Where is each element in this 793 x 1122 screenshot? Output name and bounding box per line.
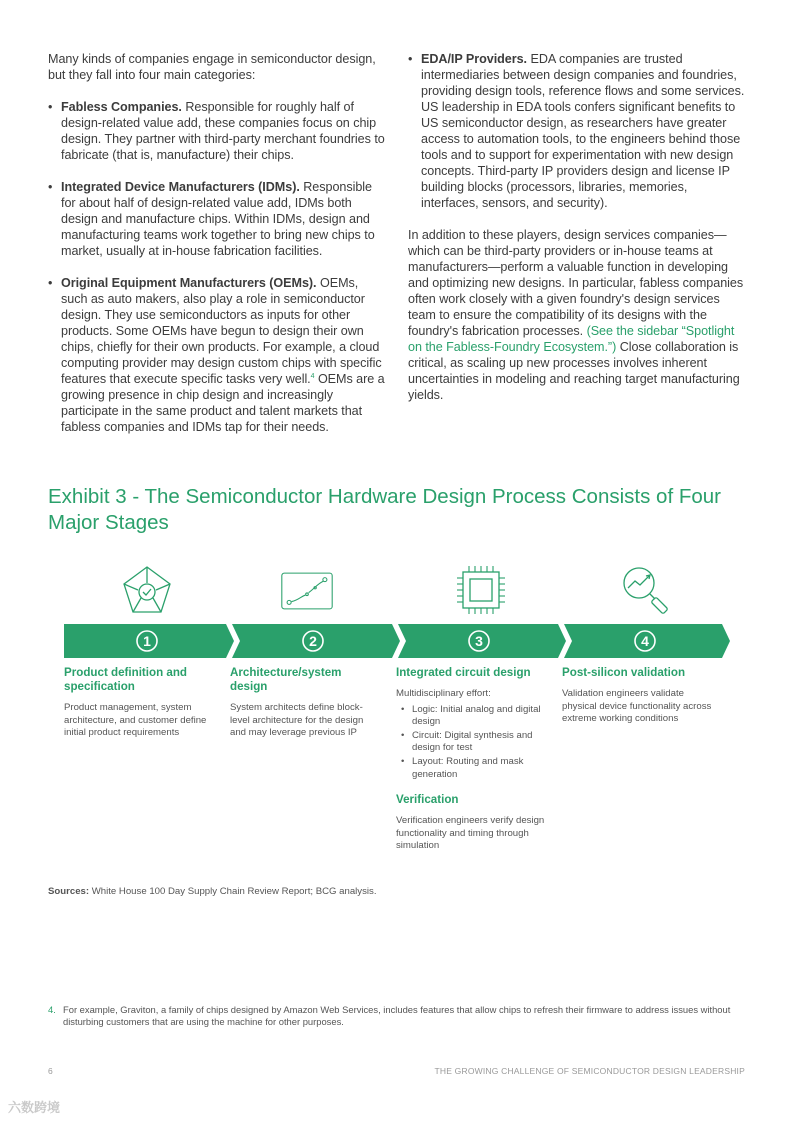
eda-term: EDA/IP Providers. — [421, 52, 528, 66]
footnote-text: For example, Graviton, a family of chips designed by Amazon Web Services, includes features that allow chips to refresh their firmware to address issues without disturbing customers that are using the machine for other purposes. — [63, 1004, 731, 1027]
stage-3-text: Multidisciplinary effort: — [396, 688, 491, 699]
chip-icon — [455, 564, 507, 616]
footnote-number: 4. — [48, 1004, 56, 1015]
idm-bullet — [48, 179, 388, 259]
architecture-path-icon — [281, 565, 333, 617]
verification-title: Verification — [396, 793, 459, 807]
design-services-text-1: In addition to these players, design services companies—which can be third-party providers or in-house teams at manufacturers—perform a valuable function in developing and optimizing new designs. In particular, fabless companies often work closely with a given foundry's design services team to ensure the compatibility of its designs with the foundry's fabrication processes. — [408, 228, 744, 338]
sidebar-link[interactable]: (See the sidebar “Spotlight on the Fabless-Foundry Ecosystem.”) — [408, 324, 735, 354]
fabless-text: Responsible for roughly half of design-related value add, these companies focus on chip design. They partner with third-party merchant foundries to fabricate (that is, manufacture) their chips. — [61, 100, 385, 162]
stage-3-bullet-layout: • Layout: Routing and mask generation — [396, 756, 546, 781]
stage-4 — [562, 666, 712, 726]
page-number: 6 — [48, 1066, 53, 1076]
stage-3-number: 3 — [475, 633, 483, 649]
stage-2-title: Architecture/system design — [230, 666, 342, 693]
stage-4-title: Post-silicon validation — [562, 666, 686, 679]
stage-3-bullet-circuit: • Circuit: Digital synthesis and design for test — [396, 730, 546, 755]
intro-paragraph: Many kinds of companies engage in semiconductor design, but they fall into four main categories: — [48, 52, 376, 82]
idm-text: Responsible for about half of design-related value add, IDMs both design and manufacture chips. Within IDMs, design and manufacturing teams work together to bring new chips to market, usually at in-house fabrication facilities. — [61, 180, 375, 258]
stage-3-bullets — [396, 704, 546, 782]
stage-2-text: System architects define block-level architecture for the design and may leverage previous IP — [230, 702, 364, 739]
design-services-text-2: Close collaboration is critical, as scaling up new processes involves inherent uncertainties in modeling and reaching target manufacturing yields. — [408, 340, 740, 402]
stage-2-number: 2 — [309, 633, 317, 649]
footnote — [48, 1004, 748, 1027]
stage-1-number: 1 — [143, 633, 151, 649]
stage-2 — [230, 666, 380, 740]
eda-bullet — [408, 51, 746, 211]
exhibit-title: Exhibit 3 - The Semiconductor Hardware Design Process Consists of Four Major Stages — [48, 485, 721, 534]
stage-3-bullet-logic: • Logic: Initial analog and digital design — [396, 704, 546, 729]
sources-label: Sources: — [48, 886, 90, 897]
fabless-term: Fabless Companies. — [61, 100, 182, 114]
footnote-ref[interactable]: 4 — [310, 372, 315, 380]
oem-text-2: OEMs are a growing presence in chip design and increasingly participate in the same product and talent markets that fabless companies and IDMs tap for their needs. — [61, 372, 385, 434]
oem-text-1: OEMs, such as auto makers, also play a role in semiconductor design. They use semiconductors as inputs for other products. Some OEMs have begun to design their own chips, chiefly for their own products. For example, a cloud computing provider may design custom chips with specific features that execute specific tasks very well. — [61, 276, 382, 386]
verification-text: Verification engineers verify design functionality and timing through simulation — [396, 815, 545, 852]
stage-4-number: 4 — [641, 633, 649, 649]
fabless-bullet — [48, 99, 388, 163]
stage-4-text: Validation engineers validate physical device functionality across extreme working conditions — [562, 688, 712, 725]
design-services-paragraph — [408, 227, 746, 403]
eda-text: EDA companies are trusted intermediaries between design companies and foundries, providing design tools, reference flows and some services. US leadership in EDA tools confers significant benefits to US semiconductor design, as researchers have greater access to automation tools, to the engineers behind those tools and to support for experimentation with new design concepts. Third-party IP providers design and license IP building blocks (processors, libraries, memories, interfaces, sensors, and security). — [421, 52, 745, 210]
sources-note — [48, 886, 376, 897]
stage-3 — [396, 666, 546, 853]
oem-term: Original Equipment Manufacturers (OEMs). — [61, 276, 317, 290]
stage-1-title: Product definition and specification — [64, 666, 188, 693]
pentagon-check-icon — [121, 564, 173, 616]
watermark-logo: 六数跨境 — [8, 1100, 61, 1115]
oem-bullet — [48, 275, 388, 435]
stage-3-title: Integrated circuit design — [396, 666, 531, 679]
stage-1 — [64, 666, 214, 740]
running-title: THE GROWING CHALLENGE OF SEMICONDUCTOR DESIGN LEADERSHIP — [434, 1066, 745, 1076]
sources-text: White House 100 Day Supply Chain Review Report; BCG analysis. — [91, 886, 377, 897]
stage-1-text: Product management, system architecture, and customer define initial product requirements — [64, 702, 207, 739]
right-column — [408, 51, 746, 403]
left-column — [48, 51, 388, 435]
idm-term: Integrated Device Manufacturers (IDMs). — [61, 180, 300, 194]
stage-band — [64, 624, 730, 658]
magnifier-chart-icon — [620, 564, 672, 616]
